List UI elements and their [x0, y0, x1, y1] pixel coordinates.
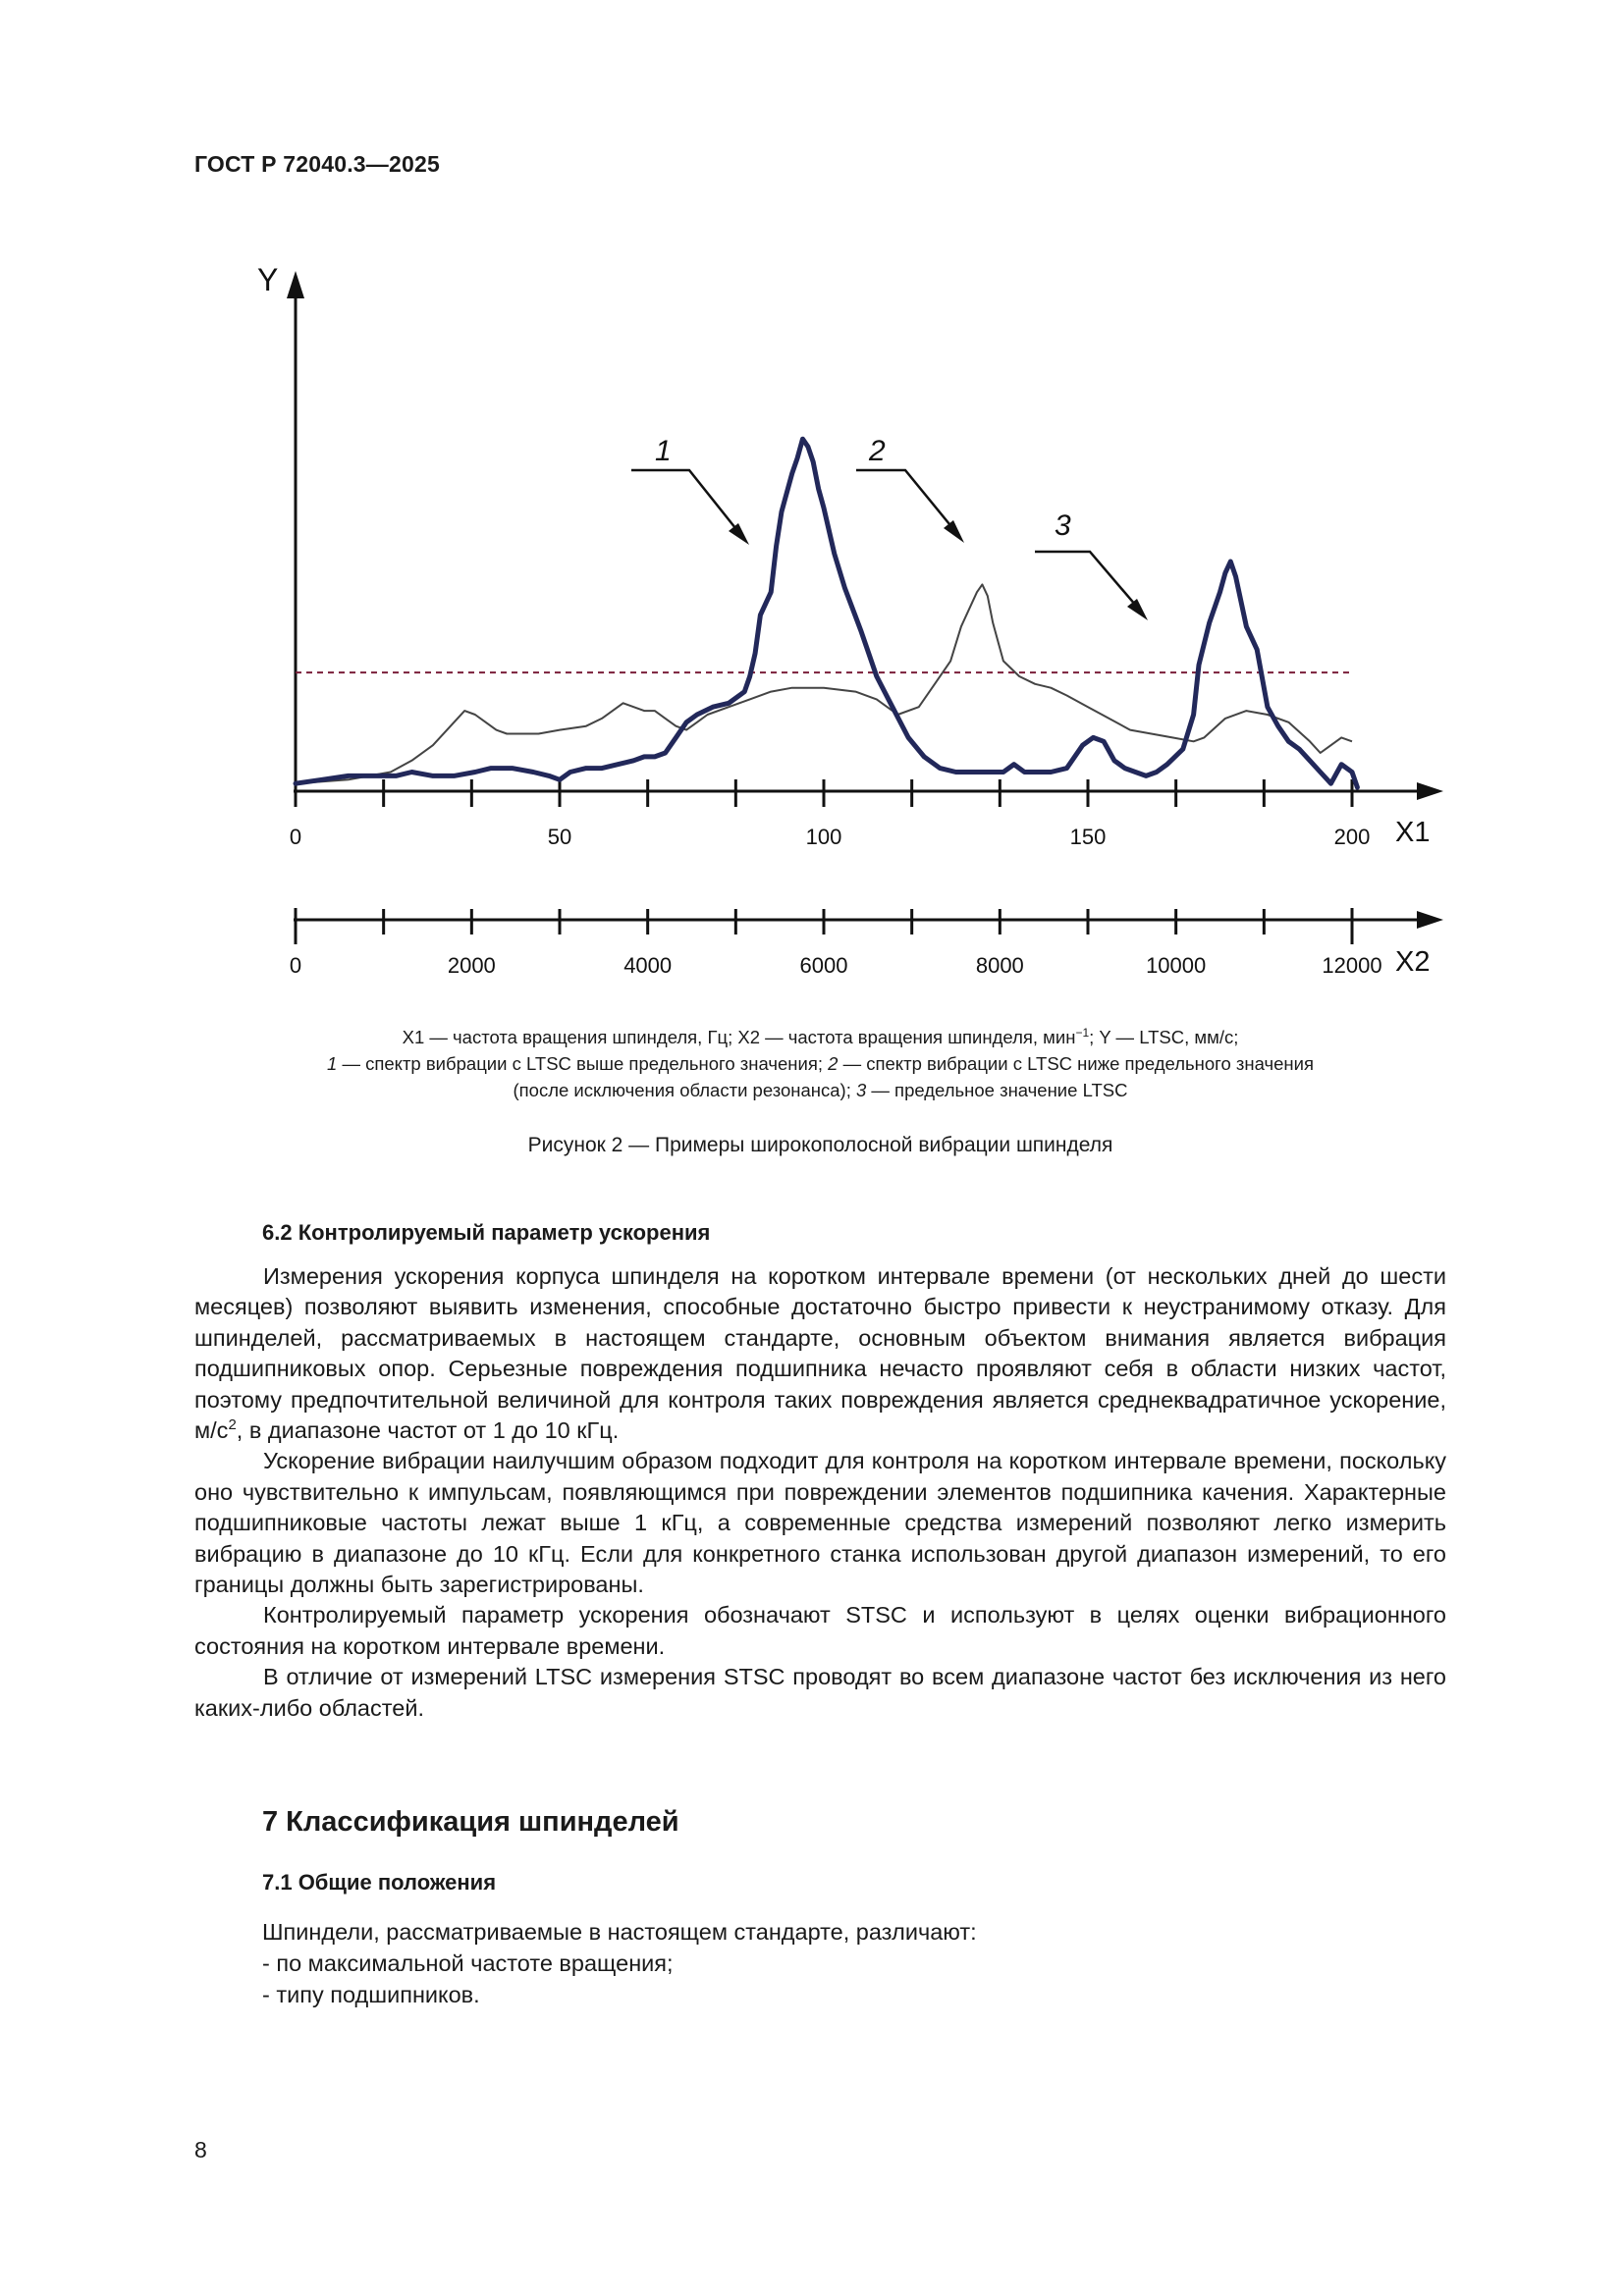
list-item: - типу подшипников.: [262, 1982, 480, 2007]
series-1-line: [296, 439, 1357, 787]
callout-1-label: 1: [655, 435, 672, 467]
section-6-2-heading: 6.2 Контролируемый параметр ускорения: [262, 1220, 711, 1245]
paragraph: Ускорение вибрации наилучшим образом подходит для контроля на коротком интервале времени, поскольку оно чувствительно к импульсам, появляющимся при повреждении элементов подшипника качения. Характерные подшипниковые частоты лежат выше 1 кГц, а современные средства измерений позволяют легко измерить вибрацию в диапазоне до 10 кГц. Если для конкретного станка использован другой диапазон измерений, то его границы должны быть зарегистрированы.: [194, 1448, 1446, 1598]
document-header: ГОСТ Р 72040.3—2025: [194, 151, 440, 177]
paragraph: Измерения ускорения корпуса шпинделя на коротком интервале времени (от нескольких дней до шести месяцев) позволяют выявить изменения, способные достаточно быстро привести к неустранимому отказу. Для шпинделей, рассматриваемых в настоящем стандарте, основным объектом внимания является вибрация подшипниковых опор. Серьезные повреждения подшипника нечасто проявляют себя в области низких частот, поэтому предпочтительной величиной для контроля таких повреждения является среднеквадратичное ускорение, $м/с^2$, в диапазоне частот от 1 до 10 кГц.: [194, 1263, 1446, 1444]
x2-tick-label: 6000: [799, 953, 848, 978]
x1-tick-label: 150: [1069, 825, 1107, 849]
x1-tick-label: 50: [547, 825, 572, 849]
x2-tick-label: 12000: [1322, 953, 1382, 978]
vibration-spectrum-chart: [0, 0, 1624, 1021]
x2-tick-label: 10000: [1146, 953, 1207, 978]
x2-tick-label: 0: [289, 953, 302, 978]
page-number: 8: [194, 2137, 207, 2163]
classification-list: [262, 1916, 977, 2010]
callout-3: [1035, 509, 1148, 620]
section-6-2-body: [194, 1261, 1446, 1724]
list-intro: Шпиндели, рассматриваемые в настоящем стандарте, различают:: [262, 1919, 977, 1945]
figure-title: Рисунок 2 — Примеры широкополосной вибрации шпинделя: [527, 1134, 1113, 1156]
x2-tick-label: 4000: [623, 953, 673, 978]
y-axis-label: Y: [257, 262, 279, 297]
callout-2: [856, 435, 964, 543]
list-item: - по максимальной частоте вращения;: [262, 1950, 674, 1976]
x1-tick-label: 100: [805, 825, 842, 849]
x1-axis-label: X1: [1395, 817, 1431, 848]
x2-tick-label: 2000: [447, 953, 496, 978]
y-axis-arrow: [287, 271, 304, 298]
callout-1: [631, 435, 749, 545]
section-7-heading: 7 Классификация шпинделей: [262, 1806, 679, 1838]
legend-line-1: X1 — частота вращения шпинделя, Гц; X2 — частота вращения шпинделя, мин$^{-1}$; Y — LTSC, мм/с;: [402, 1026, 1239, 1048]
legend-line-3: (после исключения области резонанса); 3 — предельное значение LTSC: [513, 1080, 1128, 1101]
x1-tick-label: 200: [1333, 825, 1371, 849]
legend-line-2: 1 — спектр вибрации с LTSC выше предельного значения; 2 — спектр вибрации с LTSC ниже предельного значения: [327, 1053, 1314, 1075]
x1-axis-arrow: [1417, 782, 1443, 800]
paragraph: В отличие от измерений LTSC измерения STSC проводят во всем диапазоне частот без исключения из него каких-либо областей.: [194, 1664, 1446, 1721]
x1-tick-label: 0: [289, 825, 302, 849]
callout-3-label: 3: [1055, 509, 1071, 542]
figure-legend: [194, 1020, 1446, 1103]
x2-tick-label: 8000: [975, 953, 1024, 978]
paragraph: Контролируемый параметр ускорения обозначают STSC и используют в целях оценки вибрационного состояния на коротком интервале времени.: [194, 1602, 1446, 1659]
section-7-1-heading: 7.1 Общие положения: [262, 1870, 497, 1895]
x2-axis-arrow: [1417, 911, 1443, 929]
series-2-line: [296, 584, 1352, 783]
x2-axis-label: X2: [1395, 946, 1431, 978]
callout-2-label: 2: [869, 435, 886, 467]
